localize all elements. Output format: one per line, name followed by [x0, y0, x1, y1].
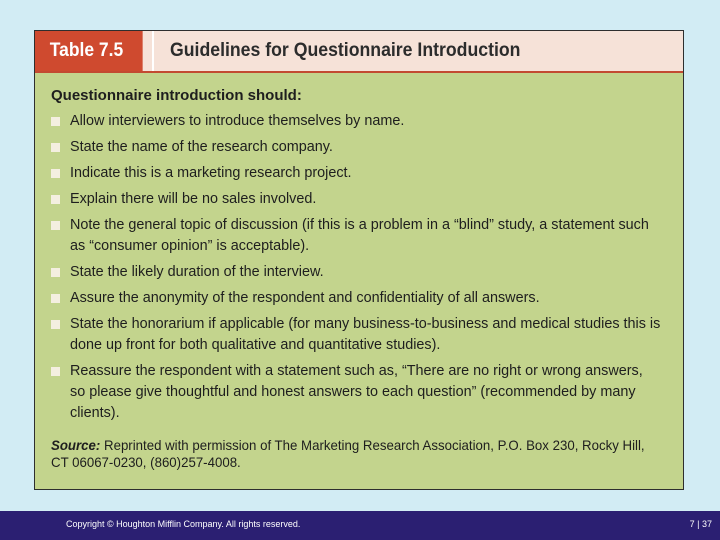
list-item-text: Reassure the respondent with a statement such as, “There are no right or wrong answers, so please give thoughtful and honest answers to each question” (recommended by many clients). — [70, 363, 643, 421]
footer-bar — [0, 511, 720, 540]
list-item — [51, 215, 661, 257]
list-item-text: Note the general topic of discussion (if this is a problem in a “blind” study, a statement such as “consumer opinion” is acceptable). — [70, 217, 649, 254]
square-bullet-icon — [51, 268, 60, 277]
list-item-text: State the name of the research company. — [70, 139, 333, 155]
table-header — [35, 31, 683, 71]
list-item-text: State the likely duration of the interview. — [70, 264, 324, 280]
guideline-list — [51, 111, 661, 429]
header-rule — [35, 71, 683, 73]
header-divider — [152, 31, 154, 71]
list-item — [51, 111, 661, 132]
page-number: 7 | 37 — [689, 519, 712, 529]
list-item-text: Indicate this is a marketing research project. — [70, 165, 352, 181]
list-item — [51, 314, 661, 356]
list-item — [51, 137, 661, 158]
square-bullet-icon — [51, 117, 60, 126]
source-note — [51, 437, 646, 471]
table-title: Guidelines for Questionnaire Introduction — [170, 40, 521, 61]
copyright-notice: Copyright © Houghton Mifflin Company. All rights reserved. — [66, 519, 301, 529]
list-item-text: Explain there will be no sales involved. — [70, 191, 317, 207]
list-item — [51, 163, 661, 184]
list-item — [51, 288, 661, 309]
table-number: Table 7.5 — [35, 31, 143, 71]
source-label: Source: — [51, 438, 101, 453]
list-item-text: Allow interviewers to introduce themselves by name. — [70, 113, 405, 129]
square-bullet-icon — [51, 169, 60, 178]
list-item — [51, 189, 661, 210]
table-panel — [34, 30, 684, 490]
square-bullet-icon — [51, 294, 60, 303]
list-item — [51, 361, 661, 424]
intro-heading: Questionnaire introduction should: — [51, 87, 302, 104]
square-bullet-icon — [51, 221, 60, 230]
square-bullet-icon — [51, 367, 60, 376]
list-item-text: State the honorarium if applicable (for many business-to-business and medical studies this is done up front for both qualitative and quantitative studies). — [70, 316, 661, 353]
square-bullet-icon — [51, 143, 60, 152]
list-item — [51, 262, 661, 283]
square-bullet-icon — [51, 320, 60, 329]
list-item-text: Assure the anonymity of the respondent and confidentiality of all answers. — [70, 290, 540, 306]
source-text: Reprinted with permission of The Marketing Research Association, P.O. Box 230, Rocky Hill, CT 06067-0230, (860)257-4008. — [51, 438, 645, 470]
square-bullet-icon — [51, 195, 60, 204]
